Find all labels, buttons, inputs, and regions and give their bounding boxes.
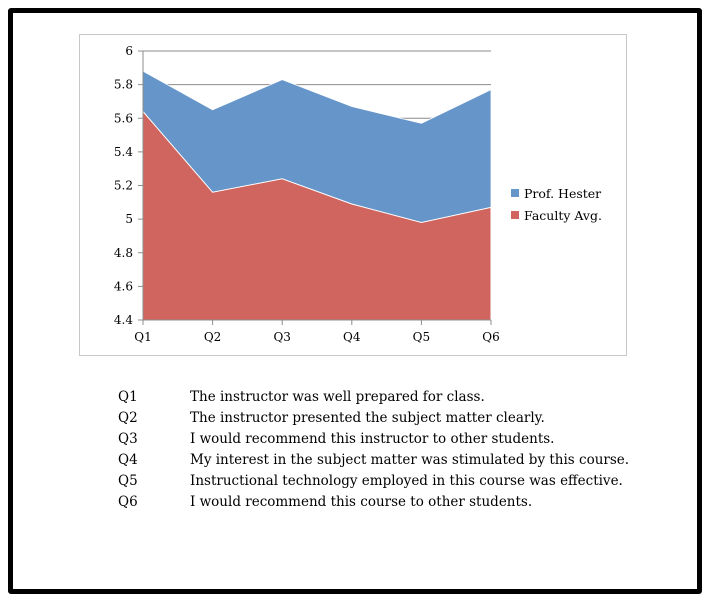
y-tick-label: 4.4: [113, 313, 133, 327]
question-text: My interest in the subject matter was stimulated by this course.: [190, 451, 630, 468]
question-id: Q3: [118, 430, 138, 447]
y-tick-label: 6: [125, 44, 133, 58]
legend-label-faculty-avg: Faculty Avg.: [524, 207, 602, 223]
question-text: The instructor was well prepared for class.: [190, 388, 485, 405]
y-tick-label: 5.2: [113, 178, 133, 193]
x-tick-label: Q4: [343, 330, 361, 344]
question-text: I would recommend this course to other students.: [190, 493, 533, 510]
question-id: Q6: [118, 493, 138, 510]
legend-swatch-prof-hester: [511, 189, 519, 197]
legend-item-prof-hester: [511, 182, 602, 204]
x-tick-label: Q2: [203, 330, 222, 344]
y-tick-label: 5.4: [113, 144, 133, 159]
question-id: Q2: [118, 409, 138, 426]
question-id: Q5: [118, 472, 138, 489]
x-tick-label: Q5: [412, 330, 431, 344]
question-id: Q1: [118, 388, 138, 405]
question-row: [118, 449, 629, 470]
x-tick-label: Q1: [134, 330, 152, 344]
y-tick-label: 5.6: [113, 111, 133, 126]
question-text: I would recommend this instructor to other students.: [190, 430, 555, 447]
y-tick-label: 5: [125, 212, 133, 227]
legend: [511, 182, 602, 226]
y-tick-label: 4.8: [113, 245, 133, 260]
question-id: Q4: [118, 451, 138, 468]
legend-item-faculty-avg: [511, 204, 602, 226]
x-tick-label: Q6: [482, 330, 500, 344]
question-row: [118, 428, 629, 449]
question-row: [118, 407, 629, 428]
y-tick-label: 4.6: [113, 279, 133, 294]
legend-swatch-faculty-avg: [511, 211, 519, 219]
question-row: [118, 491, 629, 512]
question-row: [118, 386, 629, 407]
x-tick-label: Q3: [273, 330, 291, 344]
question-row: [118, 470, 629, 491]
question-list: [118, 386, 629, 512]
y-tick-label: 5.8: [113, 77, 133, 92]
chart-area: [79, 34, 627, 356]
question-text: Instructional technology employed in this course was effective.: [190, 472, 623, 489]
legend-label-prof-hester: Prof. Hester: [524, 185, 602, 201]
question-text: The instructor presented the subject matter clearly.: [190, 409, 545, 426]
